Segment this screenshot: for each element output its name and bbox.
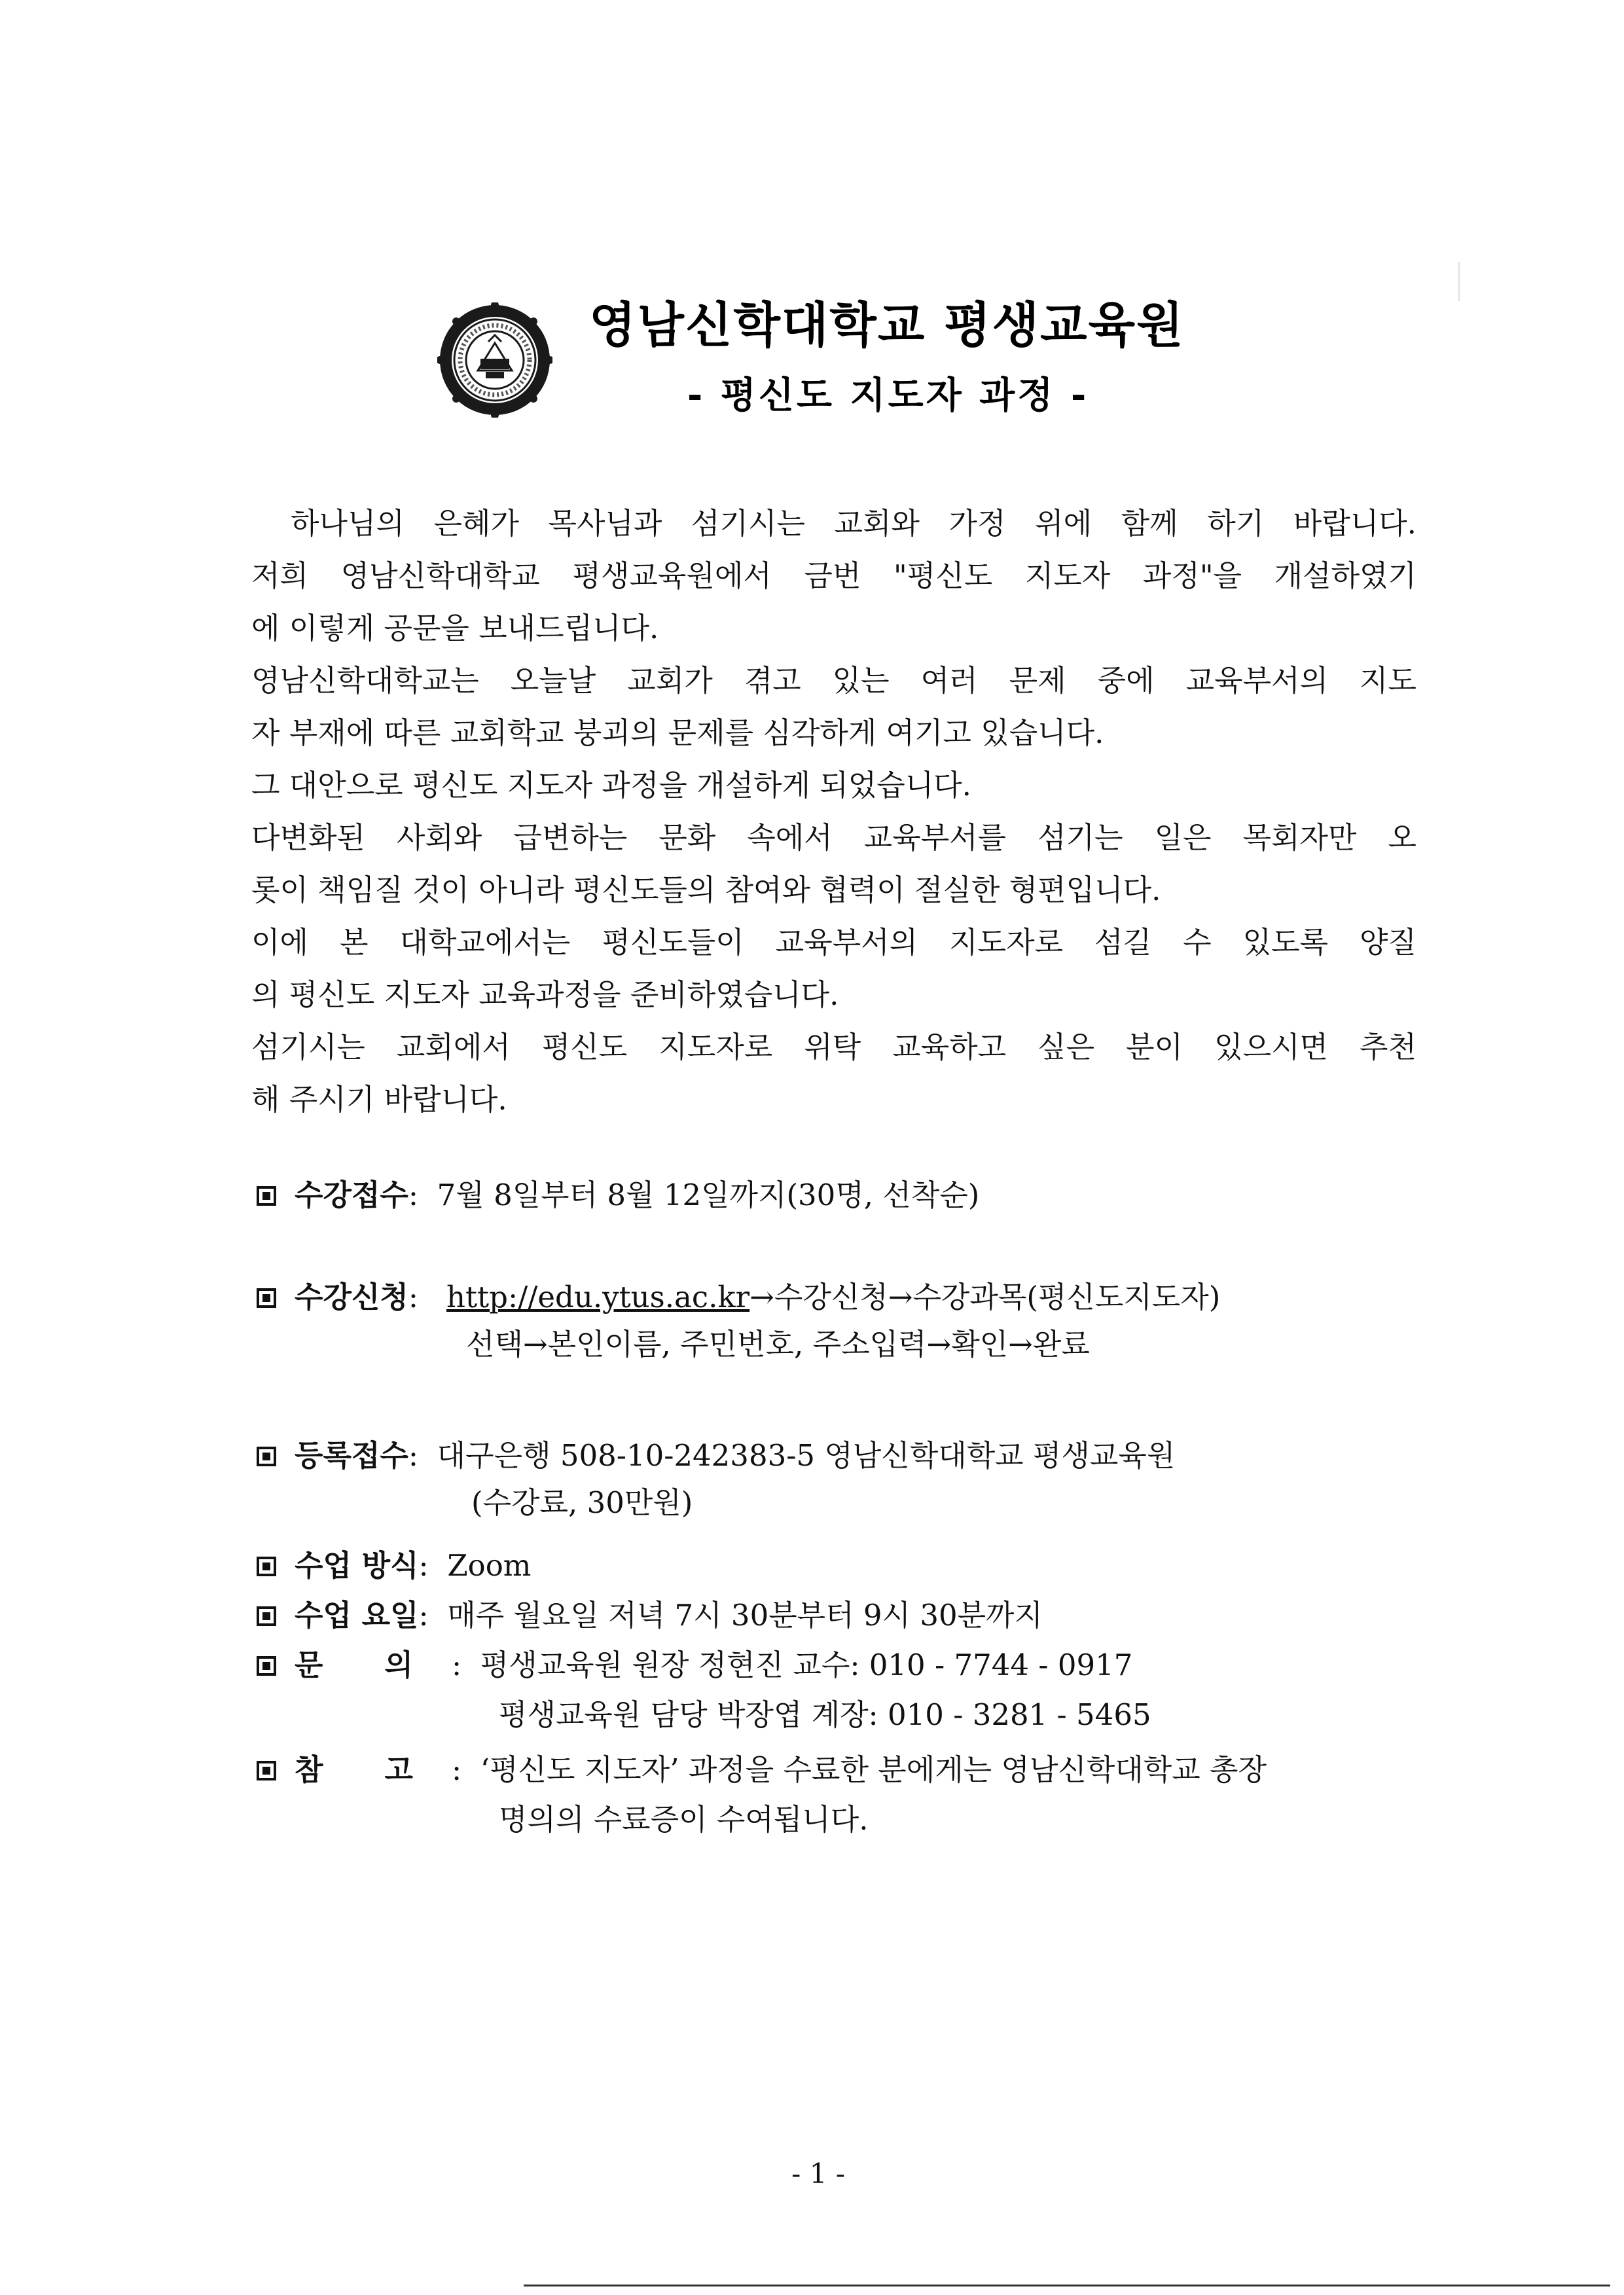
info-note: 참 고 : ‘평신도 지도자’ 과정을 수료한 분에게는 영남신학대학교 총장: [257, 1745, 1435, 1795]
body-paragraph: [251, 497, 1416, 1126]
info-value-continued: 선택→본인이름, 주민번호, 주소입력→확인→완료: [466, 1327, 1090, 1362]
info-value-continued: (수강료, 30만원): [471, 1485, 693, 1520]
footer-rule: [524, 2285, 1610, 2286]
page-number: - 1 -: [791, 2158, 845, 2190]
body-line: 저희 영남신학대학교 평생교육원에서 금번 "평신도 지도자 과정"을 개설하였기: [251, 558, 1416, 593]
body-line: 영남신학대학교는 오늘날 교회가 겪고 있는 여러 문제 중에 교육부서의 지도: [251, 663, 1416, 698]
body-line: 의 평신도 지도자 교육과정을 준비하였습니다.: [251, 977, 839, 1012]
info-label: 수강신청: [295, 1280, 408, 1314]
body-line: 자 부재에 따른 교회학교 붕괴의 문제를 심각하게 여기고 있습니다.: [251, 715, 1104, 750]
university-seal-icon: [437, 302, 552, 418]
bullet-square-icon: [257, 1761, 276, 1780]
body-line: 하나님의 은혜가 목사님과 섬기시는 교회와 가정 위에 함께 하기 바랍니다.: [291, 506, 1416, 541]
info-application: 수강신청: http://edu.ytus.ac.kr→수강신청→수강과목(평신도지도자) 선택→본인이름, 주민번호, 주소입력→확인→완료: [257, 1274, 1435, 1368]
info-note-line2: [257, 1795, 1435, 1845]
info-value: 7월 8일부터 8월 12일까지(30명, 선착순): [437, 1178, 980, 1212]
info-label: 수업 요일: [295, 1598, 419, 1633]
info-schedule: 수업 요일: 매주 월요일 저녁 7시 30분부터 9시 30분까지: [257, 1591, 1435, 1640]
document-subtitle: - 평신도 지도자 과정 -: [687, 374, 1089, 417]
body-line: 섬기시는 교회에서 평신도 지도자로 위탁 교육하고 싶은 분이 있으시면 추천: [251, 1030, 1416, 1064]
info-inquiry-line2: [257, 1690, 1435, 1740]
body-line: 다변화된 사회와 급변하는 문화 속에서 교육부서를 섬기는 일은 목회자만 오: [251, 820, 1416, 855]
body-line: 에 이렇게 공문을 보내드립니다.: [251, 611, 659, 645]
info-payment: 등록접수: 대구은행 508-10-242383-5 영남신학대학교 평생교육원 (수강료, 30만원): [257, 1432, 1435, 1527]
info-label: 문 의: [295, 1648, 413, 1682]
info-label: 수업 방식: [295, 1548, 419, 1583]
info-inquiry: 문 의 : 평생교육원 원장 정현진 교수: 010 - 7744 - 0917: [257, 1640, 1435, 1690]
info-details: [257, 1541, 1435, 1845]
info-value-continued: 명의의 수료증이 수여됩니다.: [499, 1802, 869, 1837]
info-value: ‘평신도 지도자’ 과정을 수료한 분에게는 영남신학대학교 총장: [480, 1752, 1267, 1787]
info-label: 등록접수: [295, 1438, 408, 1473]
bullet-square-icon: [257, 1447, 276, 1466]
info-registration: 수강접수: 7월 8일부터 8월 12일까지(30명, 선착순): [257, 1172, 1435, 1219]
bullet-square-icon: [257, 1557, 276, 1576]
info-value-continued: 평생교육원 담당 박장엽 계장: 010 - 3281 - 5465: [499, 1697, 1151, 1732]
info-value: 평생교육원 원장 정현진 교수: 010 - 7744 - 0917: [480, 1648, 1133, 1682]
info-label: 참 고: [295, 1752, 413, 1787]
body-line: 그 대안으로 평신도 지도자 과정을 개설하게 되었습니다.: [251, 768, 971, 803]
info-value: 대구은행 508-10-242383-5 영남신학대학교 평생교육원: [437, 1438, 1176, 1473]
info-value: 매주 월요일 저녁 7시 30분부터 9시 30분까지: [447, 1598, 1043, 1633]
bullet-square-icon: [257, 1288, 276, 1308]
bullet-square-icon: [257, 1606, 276, 1626]
info-label: 수강접수: [295, 1178, 408, 1212]
document-title: 영남신학대학교 평생교육원: [589, 297, 1185, 353]
info-value: →수강신청→수강과목(평신도지도자): [749, 1280, 1221, 1314]
bullet-square-icon: [257, 1186, 276, 1206]
body-line: 해 주시기 바랍니다.: [251, 1082, 507, 1117]
bullet-square-icon: [257, 1656, 276, 1676]
body-line: 롯이 책임질 것이 아니라 평신도들의 참여와 협력이 절실한 형편입니다.: [251, 873, 1161, 907]
info-method: 수업 방식: Zoom: [257, 1541, 1435, 1591]
application-link[interactable]: http://edu.ytus.ac.kr: [446, 1280, 750, 1314]
scan-artifact: [1458, 262, 1460, 301]
info-value: Zoom: [447, 1548, 532, 1583]
body-line: 이에 본 대학교에서는 평신도들이 교육부서의 지도자로 섬길 수 있도록 양질: [251, 925, 1416, 960]
